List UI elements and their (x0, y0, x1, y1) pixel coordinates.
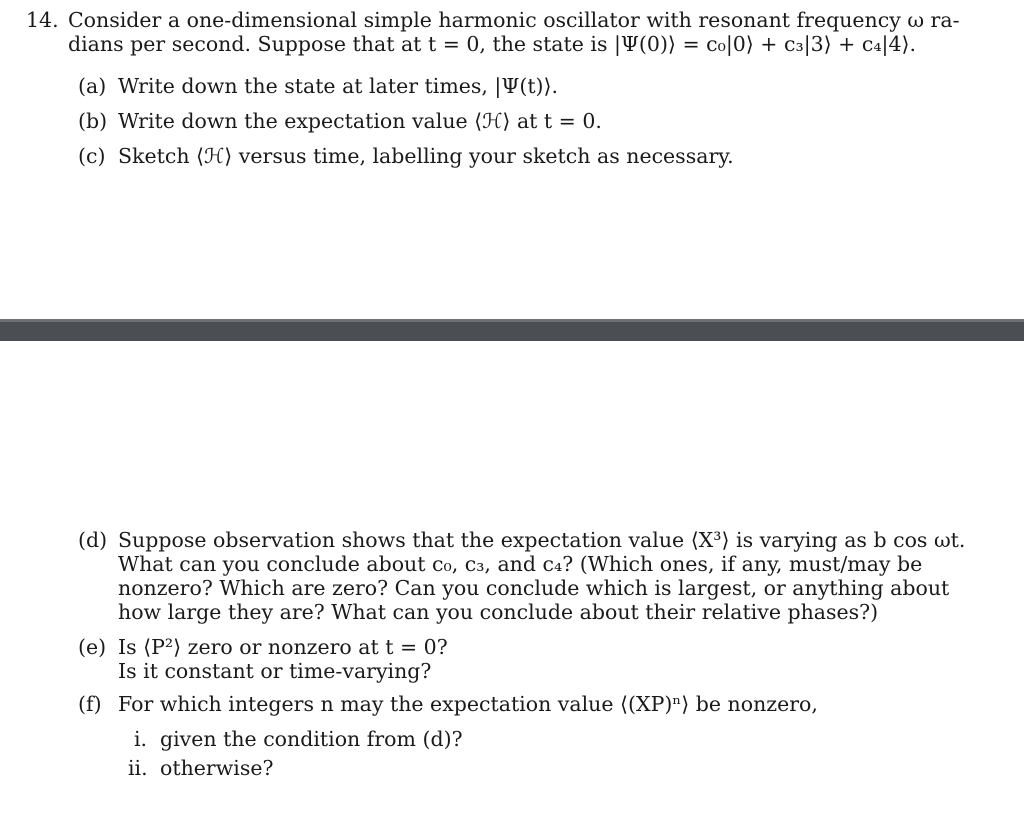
part-a-text: Write down the state at later times, |Ψ(t)⟩. (118, 74, 559, 98)
part-b-text: Write down the expectation value ⟨ℋ⟩ at t = 0. (118, 109, 602, 133)
part-d-line-4: how large they are? What can you conclude about their relative phases?) (118, 600, 879, 624)
part-e-line-1: Is ⟨P²⟩ zero or nonzero at t = 0? (118, 635, 448, 659)
part-f-line-1: For which integers n may the expectation value ⟨(XP)ⁿ⟩ be nonzero, (118, 692, 818, 716)
part-e-line-2: Is it constant or time-varying? (118, 659, 432, 683)
part-f-sub-i-label: i. (134, 727, 148, 751)
part-e-label: (e) (78, 635, 107, 659)
part-d-label: (d) (78, 528, 108, 552)
part-a-label: (a) (78, 74, 107, 98)
part-c-text: Sketch ⟨ℋ⟩ versus time, labelling your sketch as necessary. (118, 144, 734, 168)
part-b-label: (b) (78, 109, 108, 133)
problem-intro-line-2: dians per second. Suppose that at t = 0, the state is |Ψ(0)⟩ = c₀|0⟩ + c₃|3⟩ + c₄|4⟩. (68, 32, 917, 56)
page-divider-bar (0, 319, 1024, 341)
problem-number: 14. (26, 8, 59, 32)
part-f-sub-ii-label: ii. (128, 756, 148, 780)
problem-intro-line-1: Consider a one-dimensional simple harmonic oscillator with resonant frequency ω ra- (68, 8, 960, 32)
part-c-label: (c) (78, 144, 106, 168)
part-f-label: (f) (78, 692, 102, 716)
part-d-line-2: What can you conclude about c₀, c₃, and c₄? (Which ones, if any, must/may be (118, 552, 923, 576)
part-d-line-3: nonzero? Which are zero? Can you conclude which is largest, or anything about (118, 576, 950, 600)
part-d-line-1: Suppose observation shows that the expectation value ⟨X³⟩ is varying as b cos ωt. (118, 528, 966, 552)
part-f-sub-ii-text: otherwise? (160, 756, 274, 780)
part-f-sub-i-text: given the condition from (d)? (160, 727, 463, 751)
